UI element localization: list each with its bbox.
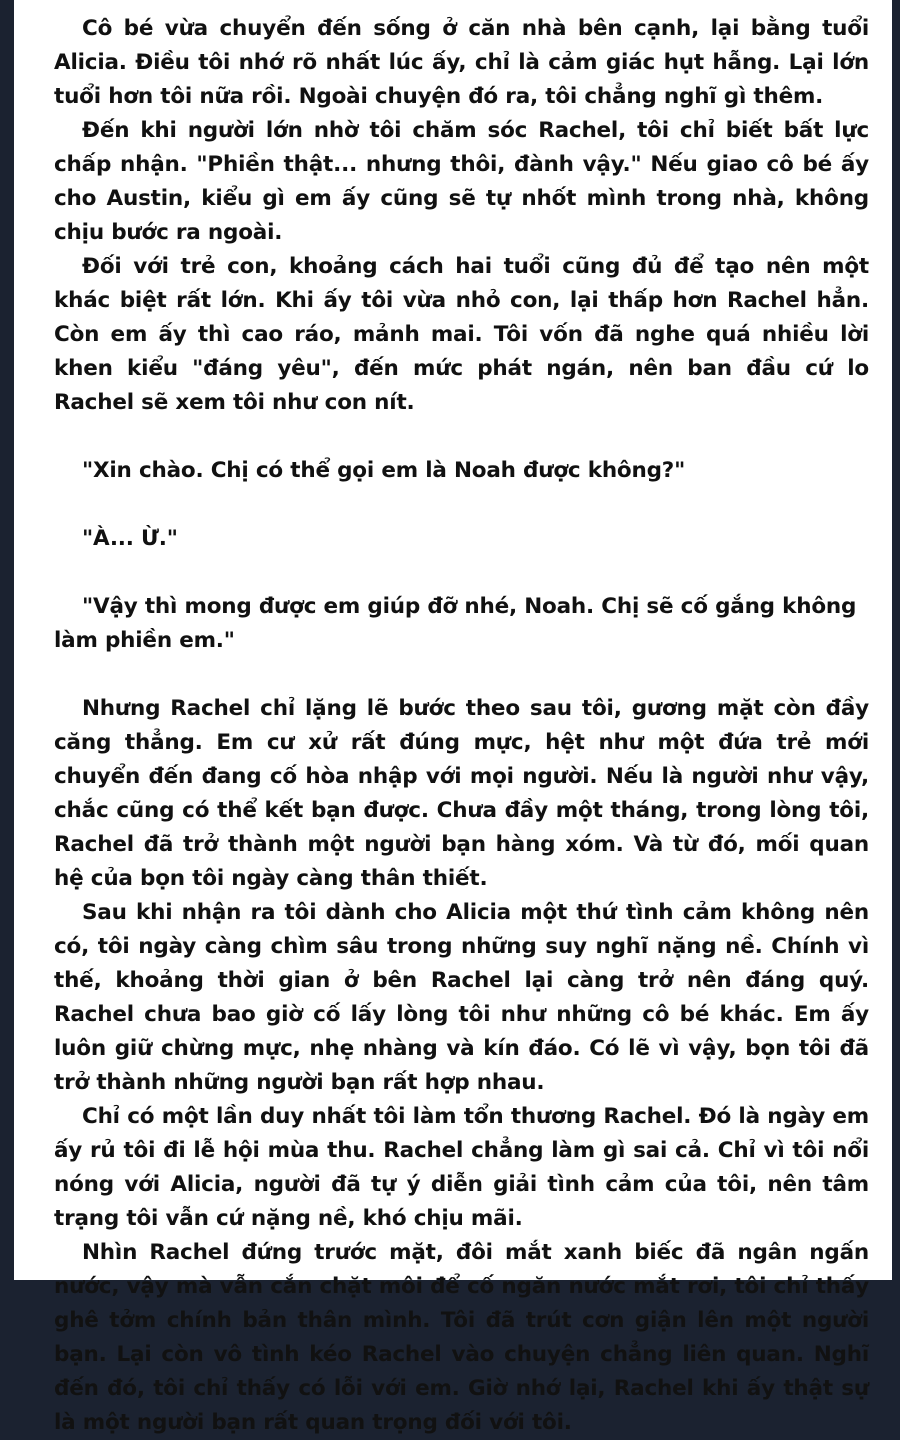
document-body	[54, 12, 869, 1440]
paragraph-7: Nhìn Rachel đứng trước mặt, đôi mắt xanh biếc đã ngân ngấn nước, vậy mà vẫn cắn chặt môi để cố ngăn nước mắt rơi, tôi chỉ thấy ghê tởm chính bản thân mình. Tôi đã trút cơn giận lên một người bạn. Lại còn vô tình kéo Rachel vào chuyện chẳng liên quan. Nghĩ đến đó, tôi chỉ thấy có lỗi với em. Giờ nhớ lại, Rachel khi ấy thật sự là một người bạn rất quan trọng đối với tôi.	[54, 1240, 869, 1435]
paragraph-1: Cô bé vừa chuyển đến sống ở căn nhà bên cạnh, lại bằng tuổi Alicia. Điều tôi nhớ rõ nhất lúc ấy, chỉ là cảm giác hụt hẫng. Lại lớn tuổi hơn tôi nữa rồi. Ngoài chuyện đó ra, tôi chẳng nghĩ gì thêm.	[54, 16, 869, 109]
dialogue-line-1: "Xin chào. Chị có thể gọi em là Noah được không?"	[82, 458, 686, 483]
document-page	[14, 0, 892, 1435]
paragraph-2: Đến khi người lớn nhờ tôi chăm sóc Rachel, tôi chỉ biết bất lực chấp nhận. "Phiền thật... nhưng thôi, đành vậy." Nếu giao cô bé ấy cho Austin, kiểu gì em ấy cũng sẽ tự nhốt mình trong nhà, không chịu bước ra ngoài.	[54, 118, 869, 245]
paragraph-5: Sau khi nhận ra tôi dành cho Alicia một thứ tình cảm không nên có, tôi ngày càng chìm sâu trong những suy nghĩ nặng nề. Chính vì thế, khoảng thời gian ở bên Rachel lại càng trở nên đáng quý. Rachel chưa bao giờ cố lấy lòng tôi như những cô bé khác. Em ấy luôn giữ chừng mực, nhẹ nhàng và kín đáo. Có lẽ vì vậy, bọn tôi đã trở thành những người bạn rất hợp nhau.	[54, 900, 869, 1095]
paragraph-6: Chỉ có một lần duy nhất tôi làm tổn thương Rachel. Đó là ngày em ấy rủ tôi đi lễ hội mùa thu. Rachel chẳng làm gì sai cả. Chỉ vì tôi nổi nóng với Alicia, người đã tự ý diễn giải tình cảm của tôi, nên tâm trạng tôi vẫn cứ nặng nề, khó chịu mãi.	[54, 1104, 869, 1231]
dialogue-line-3: "Vậy thì mong được em giúp đỡ nhé, Noah. Chị sẽ cố gắng không làm phiền em."	[54, 594, 857, 653]
paragraph-4: Nhưng Rachel chỉ lặng lẽ bước theo sau tôi, gương mặt còn đầy căng thẳng. Em cư xử rất đúng mực, hệt như một đứa trẻ mới chuyển đến đang cố hòa nhập với mọi người. Nếu là người như vậy, chắc cũng có thể kết bạn được. Chưa đầy một tháng, trong lòng tôi, Rachel đã trở thành một người bạn hàng xóm. Và từ đó, mối quan hệ của bọn tôi ngày càng thân thiết.	[54, 696, 869, 891]
paragraph-3: Đối với trẻ con, khoảng cách hai tuổi cũng đủ để tạo nên một khác biệt rất lớn. Khi ấy tôi vừa nhỏ con, lại thấp hơn Rachel hẳn. Còn em ấy thì cao ráo, mảnh mai. Tôi vốn đã nghe quá nhiều lời khen kiểu "đáng yêu", đến mức phát ngán, nên ban đầu cứ lo Rachel sẽ xem tôi như con nít.	[54, 254, 869, 415]
dialogue-line-2: "À... Ừ."	[82, 526, 178, 551]
